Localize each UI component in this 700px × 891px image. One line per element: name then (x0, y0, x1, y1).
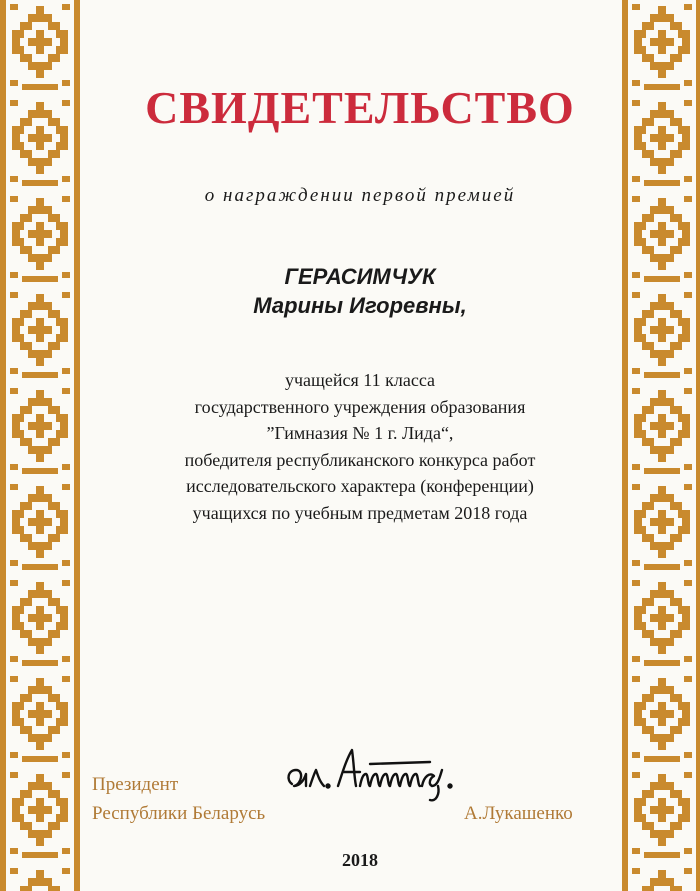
signatory-position-line1: Президент (92, 774, 179, 795)
body-line: учащихся по учебным предметам 2018 года (192, 502, 528, 523)
certificate-body (100, 367, 620, 526)
ornament-border-left (0, 0, 80, 891)
certificate-title: СВИДЕТЕЛЬСТВО (145, 82, 575, 133)
signatory-name: А.Лукашенко (464, 803, 573, 824)
signatory-position (92, 770, 265, 828)
body-line: исследовательского характера (конференции) (186, 476, 534, 496)
body-line: победителя республиканского конкурса работ (184, 449, 536, 470)
handwritten-signature (280, 740, 480, 810)
ornament-border-right (622, 0, 700, 891)
signatory-position-line2: Республики Беларусь (92, 803, 266, 824)
body-line: ”Гимназия № 1 г. Лида“, (266, 423, 454, 443)
body-line: учащейся 11 класса (284, 370, 436, 390)
recipient-name (100, 262, 620, 320)
recipient-surname: ГЕРАСИМЧУК (284, 264, 436, 289)
recipient-given-name: Марины Игоревны, (253, 293, 467, 318)
body-line: государственного учреждения образования (194, 396, 526, 417)
certificate-year: 2018 (342, 850, 378, 870)
certificate-subtitle: о награждении первой премией (204, 185, 516, 206)
